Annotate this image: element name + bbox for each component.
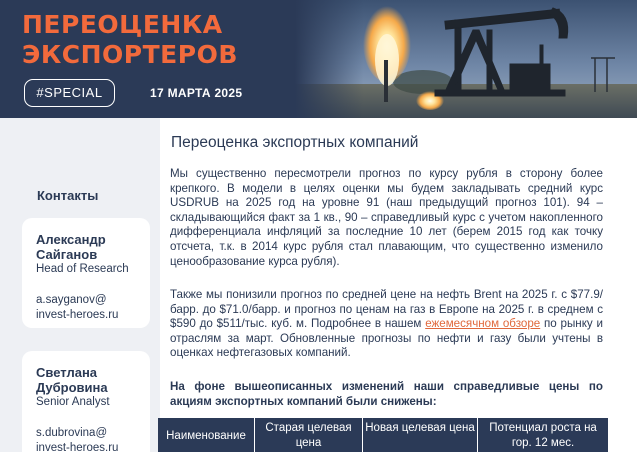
column-header-old-target: Старая целевая цена — [255, 418, 363, 452]
contact-email-domain[interactable]: invest-heroes.ru — [36, 309, 119, 321]
contact-email-user[interactable]: s.dubrovina@ — [36, 427, 108, 439]
contact-name-first: Александр — [36, 232, 106, 247]
monthly-review-link[interactable]: ежемесячном обзоре — [425, 317, 541, 331]
contact-email[interactable] — [36, 293, 150, 323]
contact-role: Senior Analyst — [36, 396, 110, 408]
contact-name-last: Сайганов — [36, 247, 98, 262]
contact-email-user[interactable]: a.sayganov@ — [36, 294, 107, 306]
report-title-line1: ПЕРЕОЦЕНКА — [22, 10, 223, 39]
contact-card — [22, 218, 150, 328]
report-title-line2: ЭКСПОРТЕРОВ — [22, 40, 238, 69]
contact-name — [36, 365, 150, 395]
contact-name-first: Светлана — [36, 365, 98, 380]
paragraph-oil-gas-forecast — [170, 288, 603, 361]
report-title — [22, 10, 238, 70]
contacts-heading: Контакты — [37, 188, 99, 203]
special-tag: #SPECIAL — [24, 79, 115, 107]
paragraph-ruble-forecast: Мы существенно пересмотрели прогноз по курсу рубля в сторону более крепкого. В модели в целях оценки мы будем закладывать средний курс USDRUB на 2025 год на уровне 91 (наш предыдущий прогноз 101). 94 – складывающийся факт за 1 кв., 90 – справедливый курс с учетом накопленного дифференциала инфляций за последние 10 лет (берем 2015 год как точку отсчета, т.к. в 2014 курс рубля стал плавающим, что существенно изменило ценообразование курса рубля). — [170, 167, 603, 268]
paragraph-target-prices-intro: На фоне вышеописанных изменений наши справедливые цены по акциям экспортных компаний были снижены: — [170, 380, 603, 408]
target-price-table-header — [158, 418, 608, 452]
contact-name — [36, 232, 150, 262]
contact-role: Head of Research — [36, 263, 129, 275]
oil-gas-flare-photo — [295, 0, 637, 118]
contact-email[interactable] — [36, 426, 150, 452]
report-date: 17 МАРТА 2025 — [150, 86, 243, 100]
paragraph-text: по рынку и отраслям за март. Обновленные прогнозы по нефти и газу были учтены в оценках нефтегазовых компаний. — [170, 317, 603, 360]
contact-name-last: Дубровина — [36, 380, 108, 395]
contact-email-domain[interactable]: invest-heroes.ru — [36, 442, 119, 452]
column-header-new-target: Новая целевая цена — [363, 418, 478, 452]
report-header — [0, 0, 637, 118]
section-title: Переоценка экспортных компаний — [171, 134, 419, 151]
contacts-sidebar — [0, 118, 160, 452]
column-header-upside: Потенциал роста на гор. 12 мес. — [489, 422, 597, 449]
contact-card — [22, 351, 150, 452]
paragraph-text: Также мы понизили прогноз по средней цене на нефть Brent на 2025 г. с $77.9/барр. до $71.0/барр. и прогноз по ценам на газ в Европе на 2025 г. в среднем с $590 до $511/тыс. куб. м. Подробнее в нашем — [170, 288, 603, 331]
column-header-name: Наименование — [158, 418, 255, 452]
